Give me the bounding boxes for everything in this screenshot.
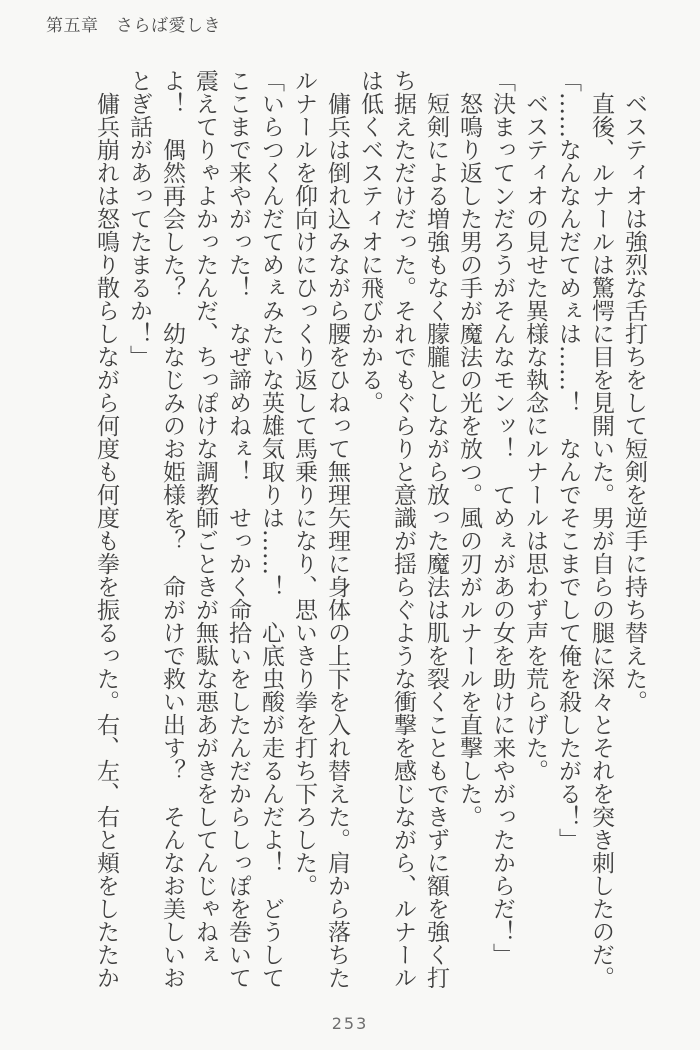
paragraph: 短剣による増強もなく朦朧としながら放った魔法は肌を裂くこともできずに額を強く打ち据えただけだった。それでもぐらりと意識が揺らぐような衝撃を感じながら、ルナールは低くベスティオに飛びかかる。 bbox=[357, 69, 449, 989]
chapter-header: 第五章 さらば愛しき bbox=[46, 16, 221, 36]
paragraph: 怒鳴り返した男の手が魔法の光を放つ。風の刃がルナールを直撃した。 bbox=[456, 92, 482, 828]
paragraph: 直後、ルナールは驚愕に目を見開いた。男が自らの腿に深々とそれを突き刺したのだ。 bbox=[588, 92, 614, 989]
paragraph: 傭兵は倒れ込みながら腰をひねって無理矢理に身体の上下を入れ替えた。肩から落ちたルナールを仰向けにひっくり返して馬乗りになり、思いきり拳を打ち下ろした。 bbox=[291, 69, 350, 989]
body-text bbox=[68, 69, 650, 993]
paragraph: ベスティオの見せた異様な執念にルナールは思わず声を荒らげた。 bbox=[522, 92, 548, 782]
paragraph: ベスティオは強烈な舌打ちをして短剣を逆手に持ち替えた。 bbox=[621, 92, 647, 713]
paragraph: 傭兵崩れは怒鳴り散らしながら何度も何度も拳を振るった。右、左、右と頬をしたたか bbox=[93, 92, 119, 989]
paragraph: 「……なんなんだてめぇは……！ なんでそこまでして俺を殺したがる！」 bbox=[555, 69, 581, 851]
page-number: 253 bbox=[331, 1014, 369, 1033]
paragraph: 「決まってンだろうがそんなモンッ！ てめぇがあの女を助けに来やがったからだ！」 bbox=[489, 69, 515, 966]
paragraph: 「いらつくんだてめぇみたいな英雄気取りは……！ 心底虫酸が走るんだよ！ どうしてここまで来やがった！ なぜ諦めねぇ！ せっかく命拾いをしたんだからしっぽを巻いて震えてりゃよかったんだ、ちっぽけな調教師ごときが無駄な悪あがきをしてんじゃねぇよ！ 偶然再会した？ 幼なじみのお姫様を？ 命がけで救い出す？ そんなお美しいおとぎ話があってたまるか！」 bbox=[126, 69, 284, 989]
